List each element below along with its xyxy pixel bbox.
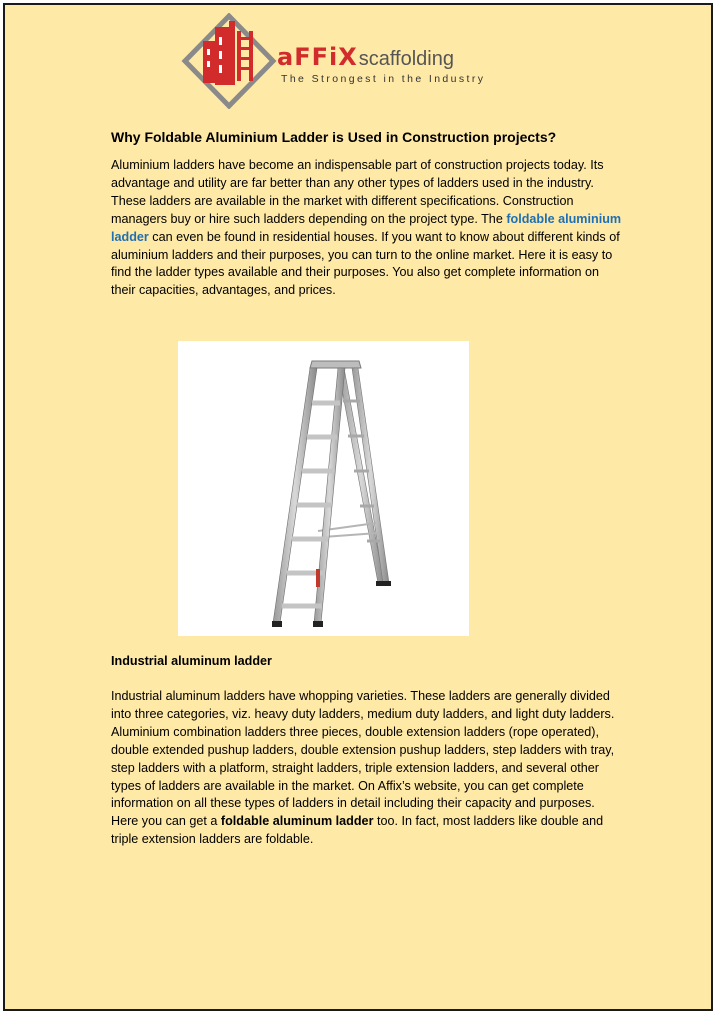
intro-paragraph bbox=[111, 157, 623, 300]
aluminium-step-ladder-image bbox=[178, 341, 469, 636]
industrial-text-end: too. In fact, most ladders like double and triple extension ladders are foldable. bbox=[111, 814, 604, 847]
ladder-photo bbox=[178, 341, 469, 636]
brand-wordmark bbox=[277, 43, 454, 71]
diamond-building-logo-icon bbox=[181, 13, 277, 109]
affix-scaffolding-logo bbox=[181, 13, 486, 109]
intro-text-end: can even be found in residential houses. If you want to know about different kinds of aluminium ladders and their purposes, you can turn to the online market. Here it is easy to find the ladder types available and their purposes. You also get complete information on their capacities, advantages, and prices. bbox=[111, 229, 620, 298]
industrial-ladder-paragraph bbox=[111, 688, 623, 849]
document-page bbox=[3, 3, 713, 1011]
article-title: Why Foldable Aluminium Ladder is Used in Construction projects? bbox=[111, 129, 557, 145]
intro-text-start: Aluminium ladders have become an indispensable part of construction projects today. Its advantage and utility are far better than any other types of ladders used in the industry. These ladders are available in the market with different specifications. Construction managers buy or hire such ladders depending on the project type. The bbox=[111, 158, 604, 226]
brand-tagline: The Strongest in the Industry bbox=[281, 73, 486, 85]
foldable-aluminum-ladder-keyword: foldable aluminum ladder bbox=[220, 814, 374, 829]
brand-scaffolding-text: scaffolding bbox=[358, 48, 454, 70]
brand-affix-text: aFFiX bbox=[277, 43, 358, 71]
section-heading: Industrial aluminum ladder bbox=[111, 654, 272, 668]
foldable-aluminium-ladder-link[interactable]: foldable aluminium ladder bbox=[111, 211, 622, 244]
industrial-text-start: Industrial aluminum ladders have whopping varieties. These ladders are generally divided into three categories, viz. heavy duty ladders, medium duty ladders, and light duty ladders. Aluminium combination ladders three pieces, double extension ladders (rope operated), double extended pushup ladders, double extension pushup ladders, step ladders with tray, step ladders with a platform, straight ladders, triple extension ladders, and several other types of ladders are available in the market. On Affix’s website, you can get complete information on all these types of ladders in detail including their capacity and purposes. Here you can get a bbox=[111, 689, 615, 829]
